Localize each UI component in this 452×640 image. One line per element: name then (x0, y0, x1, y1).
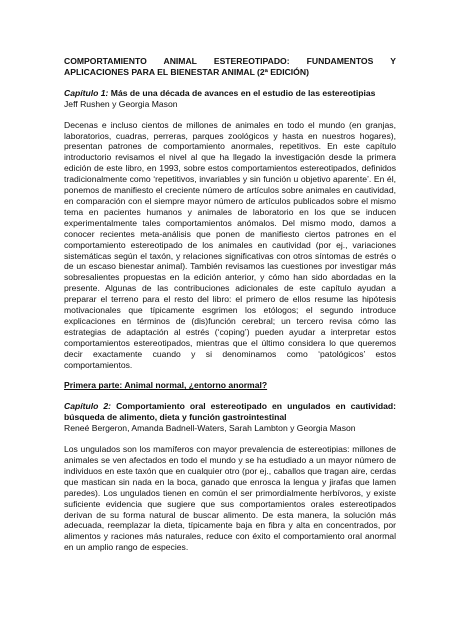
chapter-1-heading (64, 88, 396, 99)
chapter-2-authors: Reneé Bergeron, Amanda Badnell-Waters, Sarah Lambton y Georgia Mason (64, 423, 356, 434)
part-1-heading: Primera parte: Animal normal, ¿entorno anormal? (64, 380, 268, 391)
chapter-2-heading (64, 401, 396, 423)
book-title: COMPORTAMIENTO ANIMAL ESTEREOTIPADO: FUNDAMENTOS Y APLICACIONES PARA EL BIENESTAR ANIMAL (2ª EDICIÓN) (64, 56, 396, 77)
chapter-2-title: Comportamiento oral estereotipado en ungulados en cautividad: búsqueda de alimento, dieta y función gastrointestinal (64, 401, 396, 423)
chapter-1-label: Capítulo 1: (64, 87, 109, 98)
chapter-2-label: Capítulo 2: (64, 401, 112, 412)
chapter-2-abstract: Los ungulados son los mamíferos con mayor prevalencia de estereotipias: millones de animales se ven afectados en todo el mundo y se ha estudiado a un mayor número de individuos en este taxón que en cualquier otro (por ej., caballos que tragan aire, cerdas que mastican sin nada en la boca, ganado que enrosca la lengua y jirafas que lamen paredes). Los ungulados tienen en común el ser primordialmente herbívoros, y existe suficiente evidencia que sugiere que sus comportamientos orales estereotipados derivan de su forma natural de buscar alimento. De esta manera, la solución más adecuada, reemplazar la dieta, típicamente baja en fibra y alta en concentrados, por alimentos y raciones más naturales, reduce con éxito el comportamiento oral anormal en un amplio rango de especies. (64, 444, 396, 553)
chapter-1-authors: Jeff Rushen y Georgia Mason (64, 98, 178, 109)
chapter-1-title: Más de una década de avances en el estudio de las estereotipias (108, 87, 376, 98)
chapter-1-abstract: Decenas e incluso cientos de millones de animales en todo el mundo (en granjas, laboratorios, cuadras, perreras, parques zoológicos y hasta en nuestros hogares), presentan patrones de comportamiento anormales, repetitivos. En este capítulo introductorio revisamos el nivel al que ha llegado la investigación desde la primera edición de este libro, en 1993, sobre estos comportamientos estereotipados, definidos tradicionalmente como ‘repetitivos, invariables y sin función u objetivo aparente’. En él, ponemos de manifiesto el creciente número de artículos sobre animales en cautividad, en comparación con el siempre mayor número de artículos publicados sobre el mismo tema en pacientes humanos y animales de laboratorio en los que se inducen experimentalmente tales comportamientos anómalos. Del mismo modo, damos a conocer recientes meta-análisis que ponen de manifiesto ciertos patrones en el comportamiento estereotipado de los animales en cautividad (por ej., variaciones sistemáticas según el taxón, y relaciones significativas con otros síntomas de estrés o de un escaso bienestar animal). También revisamos las cuestiones por investigar más sobresalientes propuestas en la edición anterior, y cómo han sido abordadas en la presente. Algunas de las contribuciones adicionales de este capítulo ayudan a preparar el terreno para el resto del libro: el primero de ellos resume las hipótesis motivacionales que típicamente esgrimen los etólogos; el segundo introduce explicaciones en términos de (dis)función cerebral; un tercero revisa cómo las estrategias de adaptación al estrés (‘coping’) pueden ayudar a interpretar estos comportamientos estereotipados, mientras que el último considera lo que queremos decir exactamente cuando y si denominamos como ‘patológicos’ estos comportamientos. (64, 119, 396, 370)
